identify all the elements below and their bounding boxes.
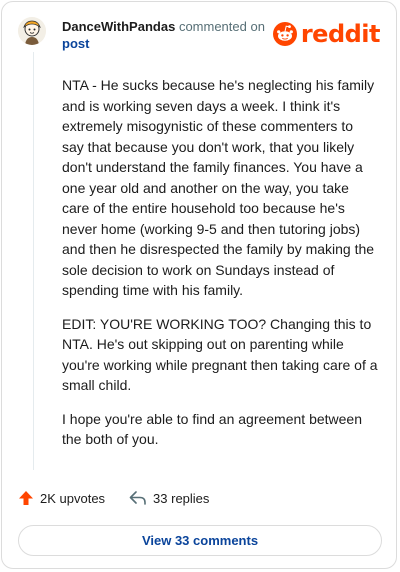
avatar-image-icon [18, 17, 46, 45]
reply-icon [129, 491, 147, 505]
replies-button[interactable] [129, 491, 209, 506]
comment-action-text: commented on [178, 19, 265, 34]
comment-body [62, 75, 378, 463]
comment-header [62, 18, 272, 52]
view-comments-button[interactable]: View 33 comments [18, 525, 382, 556]
upvote-arrow-icon [18, 490, 34, 506]
reddit-logo-icon [273, 22, 297, 46]
comment-paragraph: NTA - He sucks because he's neglecting his family and is working seven days a week. I think it's extremely misogynistic of these commenters to say that because you don't work, that you likely don't understand the family finances. You have a one year old and another on the way, you take care of the entire household too because he's never home (working 9-5 and then tutoring jobs) and then he disrespected the family by making the sole decision to work on Sundays instead of spending time with his family. [62, 77, 375, 298]
comment-paragraph: EDIT: YOU'RE WORKING TOO? Changing this to NTA. He's out skipping out on parenting while you're working while pregnant then taking care of a small child. [62, 315, 378, 393]
post-link[interactable]: post [62, 36, 90, 51]
upvote-button[interactable] [18, 490, 105, 506]
reddit-logo[interactable] [273, 20, 380, 48]
upvote-count: 2K upvotes [40, 490, 106, 506]
comment-card [1, 1, 397, 569]
reply-count: 33 replies [153, 490, 210, 506]
comment-actions [18, 490, 209, 506]
username[interactable]: DanceWithPandas [62, 19, 176, 34]
comment-paragraph: I hope you're able to find an agreement between the both of you. [62, 410, 362, 447]
avatar[interactable] [18, 17, 46, 45]
reddit-wordmark: reddit [300, 20, 380, 48]
thread-line [33, 52, 34, 470]
